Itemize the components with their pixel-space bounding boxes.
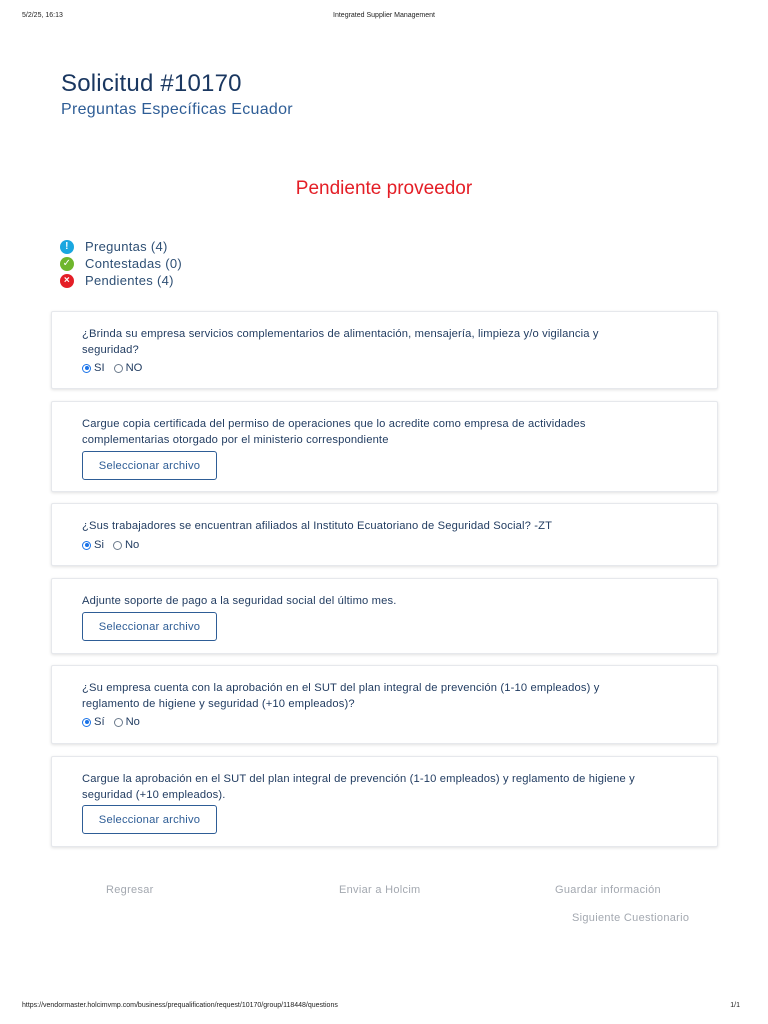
check-icon: ✓	[60, 257, 74, 271]
radio-option-si[interactable]	[82, 362, 105, 374]
radio-option-no[interactable]	[114, 362, 143, 374]
send-link[interactable]: Enviar a Holcim	[339, 884, 421, 896]
question-card-1	[51, 311, 718, 389]
print-header	[0, 12, 768, 24]
question-stats	[60, 238, 182, 289]
radio-label-si: Sí	[94, 716, 105, 728]
print-url: https://vendormaster.holcimvmp.com/business/prequalification/request/10170/group/118448/questions	[22, 1002, 338, 1009]
radio-label-no: No	[125, 716, 140, 728]
question-card-4	[51, 578, 718, 654]
save-link[interactable]: Guardar información	[555, 884, 661, 896]
radio-label-si: Si	[94, 539, 104, 551]
select-file-button[interactable]: Seleccionar archivo	[82, 451, 217, 480]
print-title: Integrated Supplier Management	[333, 12, 435, 19]
radio-label-si: SI	[94, 362, 105, 374]
radio-option-no[interactable]	[113, 539, 139, 551]
radio-si[interactable]	[82, 364, 91, 373]
radio-label-no: NO	[125, 362, 143, 374]
radio-no[interactable]	[113, 541, 122, 550]
question-text: ¿Su empresa cuenta con la aprobación en el SUT del plan integral de prevención (1-10 empleados) y reglamento de higiene y seguridad (+10 empleados)?	[82, 682, 600, 710]
radio-si[interactable]	[82, 541, 91, 550]
stat-pendientes-label: Pendientes (4)	[85, 273, 174, 288]
select-file-button[interactable]: Seleccionar archivo	[82, 805, 217, 834]
question-card-2	[51, 401, 718, 492]
page-subtitle: Preguntas Específicas Ecuador	[61, 101, 293, 118]
radio-group	[82, 539, 148, 551]
question-card-3	[51, 503, 718, 566]
select-file-button[interactable]: Seleccionar archivo	[82, 612, 217, 641]
stat-contestadas-label: Contestadas (0)	[85, 256, 182, 271]
question-card-6	[51, 756, 718, 847]
radio-label-no: No	[124, 539, 140, 551]
print-footer	[0, 1002, 768, 1014]
info-icon: !	[60, 240, 74, 254]
radio-group	[82, 716, 149, 728]
question-text: ¿Brinda su empresa servicios complementarios de alimentación, mensajería, limpieza y/o vigilancia y seguridad?	[82, 328, 599, 356]
radio-option-si[interactable]	[82, 716, 105, 728]
stat-preguntas	[60, 238, 182, 255]
question-card-5	[51, 665, 718, 744]
print-date: 5/2/25, 16:13	[22, 12, 63, 19]
stat-preguntas-label: Preguntas (4)	[85, 239, 168, 254]
question-text: Cargue copia certificada del permiso de operaciones que lo acredite como empresa de actividades complementarias otorgado por el ministerio correspondiente	[82, 418, 586, 446]
error-icon: ×	[60, 274, 74, 288]
next-questionnaire-link[interactable]: Siguiente Cuestionario	[572, 912, 690, 924]
back-link[interactable]: Regresar	[106, 884, 154, 896]
radio-option-si[interactable]	[82, 539, 104, 551]
page-title: Solicitud #10170	[61, 70, 242, 97]
radio-option-no[interactable]	[114, 716, 140, 728]
question-text: ¿Sus trabajadores se encuentran afiliados al Instituto Ecuatoriano de Seguridad Social? -ZT	[82, 520, 553, 532]
stat-pendientes	[60, 272, 182, 289]
print-page-number: 1/1	[730, 1002, 740, 1009]
stat-contestadas	[60, 255, 182, 272]
radio-si[interactable]	[82, 718, 91, 727]
question-text: Cargue la aprobación en el SUT del plan integral de prevención (1-10 empleados) y reglamento de higiene y seguridad (+10 empleados).	[82, 773, 635, 801]
question-text: Adjunte soporte de pago a la seguridad social del último mes.	[82, 595, 397, 607]
radio-no[interactable]	[114, 718, 123, 727]
radio-no[interactable]	[114, 364, 123, 373]
status-label: Pendiente proveedor	[295, 178, 473, 199]
radio-group	[82, 362, 151, 374]
